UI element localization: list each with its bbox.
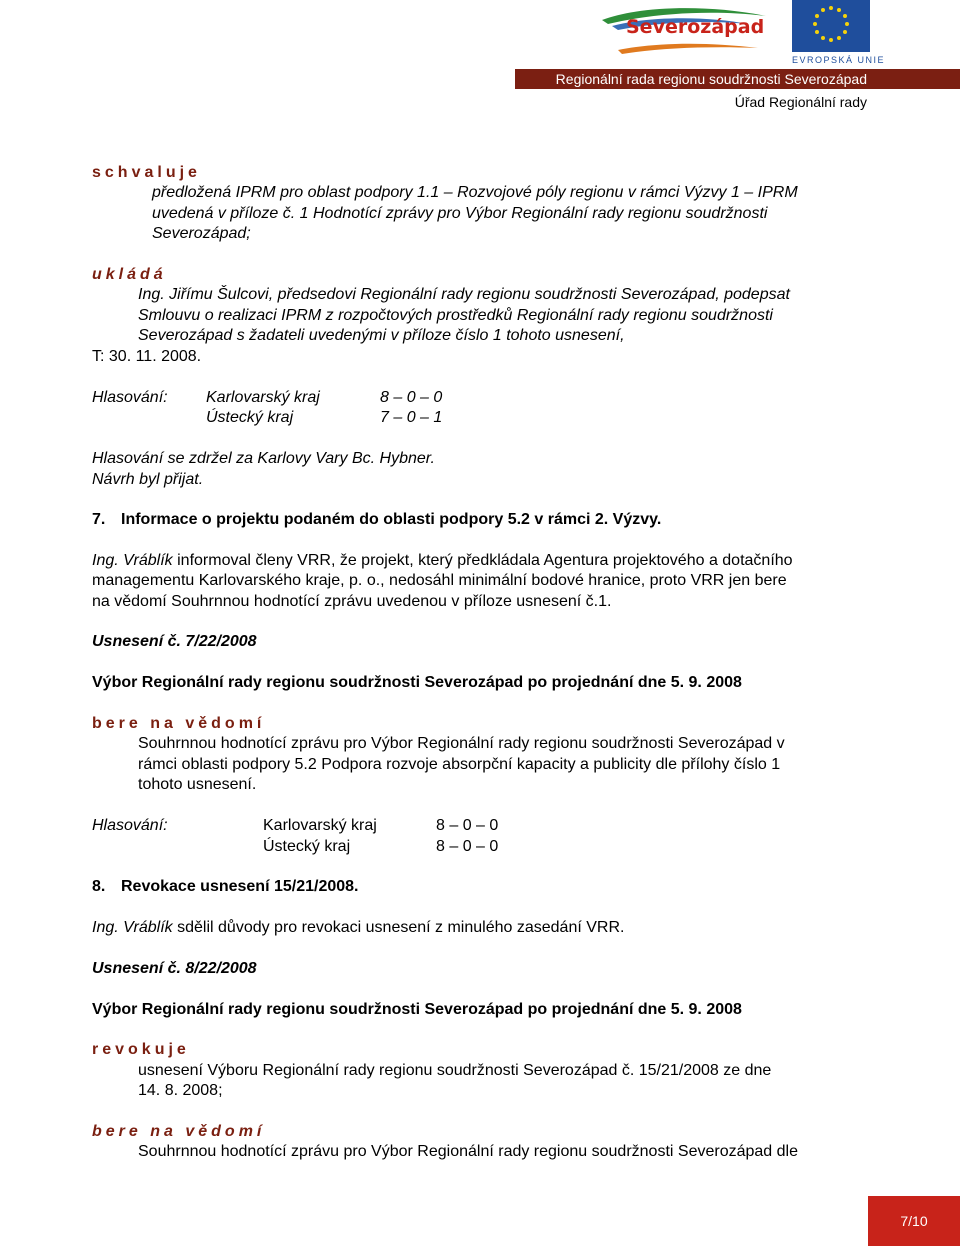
bere1-line-3: tohoto usnesení. [138, 776, 257, 793]
p7-ing: Ing. [92, 552, 119, 569]
vote2-val2: 8 – 0 – 0 [436, 838, 499, 855]
res7-committee: Výbor Regionální rady regionu soudržnosti Severozápad po projednání dne 5. 9. 2008 [92, 674, 742, 691]
logo-text: Severozápad [626, 16, 765, 38]
vote2-kraj1: Karlovarský kraj [263, 817, 377, 834]
eu-flag-icon [792, 0, 870, 52]
eu-logo [792, 0, 886, 66]
vote2-val1: 8 – 0 – 0 [436, 817, 499, 834]
schvaluje-line-1: předložená IPRM pro oblast podpory 1.1 – Rozvojové póly regionu v rámci Výzvy 1 – IPRM [152, 184, 798, 201]
termin: T: 30. 11. 2008. [92, 348, 202, 365]
sec7-title: Informace o projektu podaném do oblasti podpory 5.2 v rámci 2. Výzvy. [121, 511, 662, 528]
bere1-heading: bere na vědomí [92, 715, 266, 732]
p7-line-1-rest: informoval členy VRR, že projekt, který předkládala Agentura projektového a dotačního [177, 552, 793, 569]
header-banner [515, 69, 960, 89]
p7-line-2: managementu Karlovarského kraje, p. o., nedosáhl minimální bodové hranice, proto VRR jen bere [92, 572, 787, 589]
p7-line-3: na vědomí Souhrnnou hodnotící zprávu uvedenou v příloze usnesení č.1. [92, 593, 612, 610]
sec7-number: 7. [92, 511, 106, 528]
schvaluje-line-3: Severozápad; [152, 225, 251, 242]
revokuje-line-1: usnesení Výboru Regionální rady regionu soudržnosti Severozápad č. 15/21/2008 ze dne [138, 1062, 772, 1079]
sec8-title: Revokace usnesení 15/21/2008. [121, 878, 359, 895]
bere1-line-1: Souhrnnou hodnotící zprávu pro Výbor Regionální rady regionu soudržnosti Severozápad v [138, 735, 785, 752]
uklada-line-3: Severozápad s žadateli uvedenými v příloze číslo 1 tohoto usnesení, [138, 327, 625, 344]
p8-name: Vráblík [123, 919, 173, 936]
accepted-note: Návrh byl přijat. [92, 471, 204, 488]
uklada-heading: ukládá [92, 266, 167, 283]
vote1-label: Hlasování: [92, 389, 168, 406]
uklada-line-1: Ing. Jiřímu Šulcovi, předsedovi Regionální rady regionu soudržnosti Severozápad, podepsat [138, 286, 790, 303]
sec8-number: 8. [92, 878, 106, 895]
severozapad-logo [598, 2, 770, 58]
bere1-line-2: rámci oblasti podpory 5.2 Podpora rozvoje absorpční kapacity a publicity dle přílohy číslo 1 [138, 756, 781, 773]
vote2-label: Hlasování: [92, 817, 168, 834]
p7-line-1 [92, 551, 793, 572]
uklada-line-2: Smlouvu o realizaci IPRM z rozpočtových prostředků Regionální rady regionu soudržnosti [138, 307, 773, 324]
header-subtitle: Úřad Regionální rady [734, 94, 867, 110]
vote1-val1: 8 – 0 – 0 [380, 389, 443, 406]
vote2-kraj2: Ústecký kraj [263, 838, 351, 855]
p8-line [92, 918, 624, 939]
eu-text: EVROPSKÁ UNIE [792, 55, 886, 65]
vote1-val2: 7 – 0 – 1 [380, 409, 443, 426]
revokuje-line-2: 14. 8. 2008; [138, 1082, 223, 1099]
res8-label: Usnesení č. 8/22/2008 [92, 960, 257, 977]
bere2-line-1: Souhrnnou hodnotící zprávu pro Výbor Regionální rady regionu soudržnosti Severozápad dle [138, 1143, 798, 1160]
p7-name: Vráblík [123, 552, 173, 569]
p8-rest: sdělil důvody pro revokaci usnesení z minulého zasedání VRR. [177, 919, 625, 936]
p8-ing: Ing. [92, 919, 119, 936]
revokuje-heading: revokuje [92, 1041, 190, 1058]
page-number: 7/10 [868, 1196, 960, 1246]
abstain-note: Hlasování se zdržel za Karlovy Vary Bc. Hybner. [92, 450, 435, 467]
banner-text: Regionální rada regionu soudržnosti Severozápad [555, 71, 867, 87]
vote1-kraj2: Ústecký kraj [206, 409, 294, 426]
schvaluje-line-2: uvedená v příloze č. 1 Hodnotící zprávy pro Výbor Regionální rady regionu soudržnosti [152, 205, 768, 222]
schvaluje-heading: schvaluje [92, 164, 201, 181]
res8-committee: Výbor Regionální rady regionu soudržnosti Severozápad po projednání dne 5. 9. 2008 [92, 1001, 742, 1018]
vote1-kraj1: Karlovarský kraj [206, 389, 320, 406]
bere2-heading: bere na vědomí [92, 1123, 266, 1140]
res7-label: Usnesení č. 7/22/2008 [92, 633, 257, 650]
